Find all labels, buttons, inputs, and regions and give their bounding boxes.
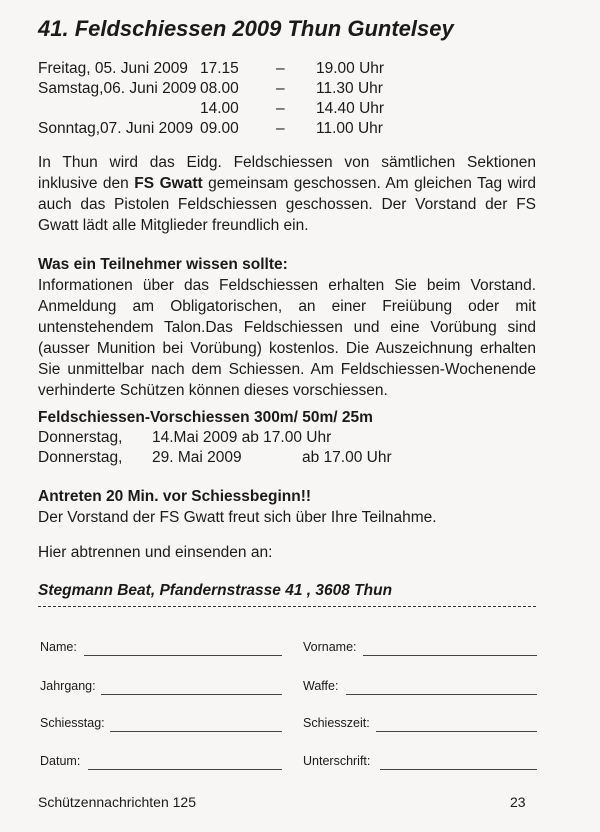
info-heading: Was ein Teilnehmer wissen sollte:	[38, 256, 288, 273]
page-number: 23	[510, 794, 526, 810]
jahrgang-label: Jahrgang:	[40, 679, 96, 693]
name-label: Name:	[40, 640, 77, 654]
page-title: 41. Feldschiessen 2009 Thun Guntelsey	[38, 16, 454, 41]
footer-publication: Schützennachrichten 125	[38, 794, 196, 810]
waffe-label: Waffe:	[303, 679, 339, 693]
datum-label: Datum:	[40, 754, 81, 768]
send-to-section	[38, 542, 536, 563]
vorname-field[interactable]	[363, 655, 537, 656]
intro-paragraph	[38, 152, 536, 236]
name-field[interactable]	[84, 655, 282, 656]
schedule-day: Samstag,06. Juni 2009	[38, 80, 197, 97]
unterschrift-label: Unterschrift:	[303, 754, 371, 768]
schiesstag-field[interactable]	[110, 731, 282, 732]
schiesszeit-field[interactable]	[376, 731, 537, 732]
schedule-day: Freitag, 05. Juni 2009	[38, 60, 188, 77]
schiesstag-label: Schiesstag:	[40, 716, 105, 730]
schedule-dash: –	[276, 80, 285, 97]
jahrgang-field[interactable]	[101, 694, 282, 695]
vorschiessen-heading-text: Feldschiessen-Vorschiessen 300m/ 50m/ 25m	[38, 409, 373, 426]
vorschiessen-time: ab 17.00 Uhr	[302, 449, 392, 466]
schedule-to: 14.40 Uhr	[316, 100, 385, 117]
info-text: Informationen über das Feldschiessen erhalten Sie beim Vorstand. Anmeldung am Obligatorischen, an einer Freiübung oder mit untenstehendem Talon.Das Feldschiessen und eine Vorübung sind (ausser Munition bei Vorübung) kostenlos. Die Auszeichnung erhalten Sie unmittelbar nach dem Schiessen. Am Feldschiessen-Wochenende verhinderte Schützen können dieses vorschiessen.	[38, 277, 536, 399]
schedule-to: 11.30 Uhr	[316, 80, 383, 97]
schedule-from: 14.00	[200, 100, 239, 117]
intro-text-2: gemeinsam geschossen. Am gleichen Tag wird auch das Pistolen Feldschiessen geschossen. Der Vorstand der FS Gwatt lädt alle Mitglieder freundlich ein.	[38, 175, 537, 234]
intro-bold-club: FS Gwatt	[134, 175, 203, 192]
cut-line	[38, 606, 536, 607]
waffe-field[interactable]	[346, 694, 537, 695]
unterschrift-field[interactable]	[380, 769, 537, 770]
intro-text-1: In Thun wird das Eidg. Feldschiessen von sämtlichen Sektionen inklusive den	[38, 154, 536, 192]
schedule-from: 09.00	[200, 120, 239, 137]
vorschiessen-day: Donnerstag,	[38, 449, 123, 466]
schedule-day: Sonntag,07. Juni 2009	[38, 120, 194, 137]
schedule-dash: –	[276, 100, 285, 117]
info-section	[38, 254, 536, 401]
schedule-from: 08.00	[200, 80, 239, 97]
schedule-to: 11.00 Uhr	[316, 120, 383, 137]
send-to-text: Hier abtrennen und einsenden an:	[38, 544, 273, 561]
antreten-section	[38, 486, 536, 528]
vorschiessen-date: 14.Mai 2009 ab 17.00 Uhr	[152, 429, 332, 446]
schedule-dash: –	[276, 60, 285, 77]
schedule-to: 19.00 Uhr	[316, 60, 385, 77]
vorschiessen-day: Donnerstag,	[38, 429, 123, 446]
address: Stegmann Beat, Pfandernstrasse 41 , 3608 Thun	[38, 582, 393, 599]
schedule-from: 17.15	[200, 60, 239, 77]
schiesszeit-label: Schiesszeit:	[303, 716, 370, 730]
datum-field[interactable]	[88, 769, 282, 770]
schedule-dash: –	[276, 120, 285, 137]
antreten-heading: Antreten 20 Min. vor Schiessbeginn!!	[38, 488, 312, 505]
antreten-text: Der Vorstand der FS Gwatt freut sich über Ihre Teilnahme.	[38, 509, 437, 526]
vorschiessen-date: 29. Mai 2009	[152, 449, 242, 466]
vorname-label: Vorname:	[303, 640, 357, 654]
